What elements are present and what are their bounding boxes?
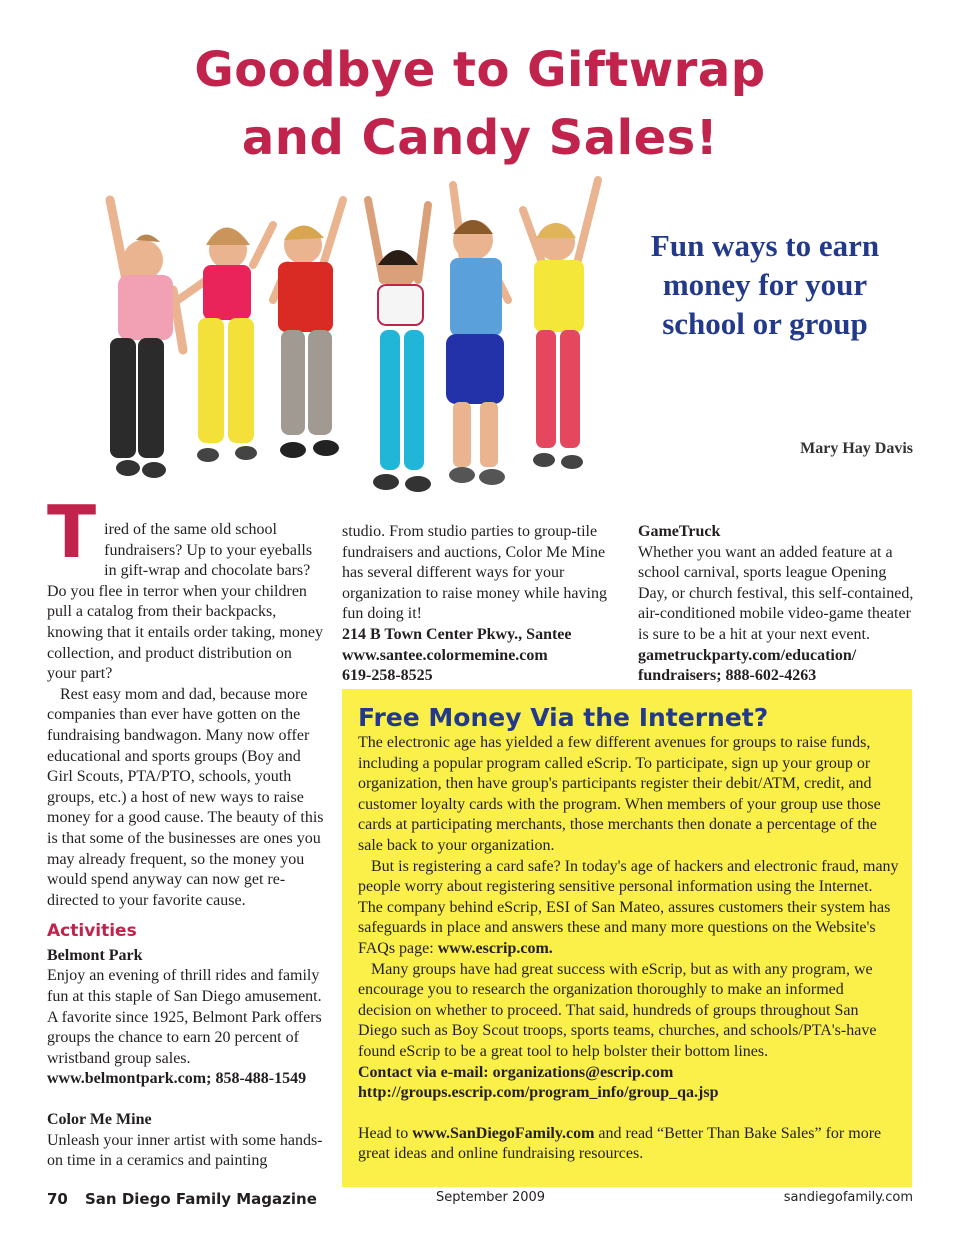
subheadline xyxy=(620,226,910,343)
column-1 xyxy=(47,490,325,1172)
intro-paragraph-1: ired of the same old school fundraisers? Up to your eyeballs in gift-wrap and chocolate bars? Do you flee in terror when your children pull a catalog from their backpacks, knowing that it entails order taking, money collection, and product distribution on your part? xyxy=(47,521,323,683)
belmont-contact[interactable]: www.belmontpark.com; 858-488-1549 xyxy=(47,1070,307,1088)
colormemine-text-part1: Unleash your inner artist with some hands-on time in a ceramics and painting xyxy=(47,1131,323,1170)
colormemine-url[interactable]: www.santee.colormemine.com xyxy=(342,646,548,664)
belmont-text: Enjoy an evening of thrill rides and family fun at this staple of San Diego amusement. A favorite since 1925, Belmont Park offers groups the chance to earn 20 percent of wristband group sales. xyxy=(47,967,322,1067)
byline: Mary Hay Davis xyxy=(800,440,913,457)
magazine-name: San Diego Family Magazine xyxy=(85,1190,317,1208)
issue-date: September 2009 xyxy=(436,1190,546,1205)
kid-figure xyxy=(273,200,343,458)
sandiegofamily-link[interactable]: www.SanDiegoFamily.com xyxy=(412,1124,595,1142)
sidebar-title: Free Money Via the Internet? xyxy=(358,703,769,732)
headline-line-1: Goodbye to Giftwrap xyxy=(194,42,766,98)
gametruck-contact[interactable]: gametruckparty.com/education/ fundraisers; 888-602-4263 xyxy=(638,646,857,685)
colormemine-name: Color Me Mine xyxy=(47,1111,152,1129)
subheadline-line-3: school or group xyxy=(662,306,868,341)
column-2 xyxy=(342,522,612,687)
colormemine-address: 214 B Town Center Pkwy., Santee xyxy=(342,625,572,643)
subheadline-line-1: Fun ways to earn xyxy=(650,228,880,263)
belmont-name: Belmont Park xyxy=(47,946,143,964)
colormemine-text-part2: studio. From studio parties to group-tile fundraisers and auctions, Color Me Mine has several different ways for your organization to raise money while having fun doing it! xyxy=(342,523,607,623)
sidebar-contact-email[interactable]: Contact via e-mail: organizations@escrip.com xyxy=(358,1063,674,1081)
sidebar-box xyxy=(342,689,912,1187)
sidebar-closing xyxy=(358,1124,900,1165)
subheadline-line-2: money for your xyxy=(662,267,868,302)
kid-figure xyxy=(178,225,273,462)
column-3 xyxy=(638,522,916,687)
intro-paragraph-2: Rest easy mom and dad, because more companies than ever have gotten on the fundraising bandwagon. Many now offer educational and sports groups (Boy and Girl Scouts, PTA/PTO, schools, youth groups, etc.) a host of new ways to raise money for a good cause. The beauty of this is that some of the businesses are ones you may already frequent, so the money you would spend anyway can now get re-directed to your favorite cause. xyxy=(47,685,324,909)
kid-figure xyxy=(368,200,431,492)
sidebar-closing-pre: Head to xyxy=(358,1124,409,1142)
headline-line-2: and Candy Sales! xyxy=(241,110,719,166)
sidebar-contact-url[interactable]: http://groups.escrip.com/program_info/group_qa.jsp xyxy=(358,1084,719,1102)
kid-figure xyxy=(446,185,508,485)
sidebar-paragraph-1: The electronic age has yielded a few different avenues for groups to raise funds, including a popular program called eScrip. To participate, sign up your group or organization, then have group's participants register their debit/ATM, credit, and customer loyalty cards with the program. When members of your group use those cards at participating merchants, those merchants then donate a percentage of the sale back to your organization. xyxy=(358,734,881,854)
page-number: 70 xyxy=(47,1190,68,1208)
jumping-kids-photo xyxy=(88,170,618,510)
sidebar-closing-post: and read “Better Than Bake Sales” for more great ideas and online fundraising resources. xyxy=(358,1124,882,1163)
activities-heading: Activities xyxy=(47,921,137,942)
sidebar-paragraph-2 xyxy=(358,857,900,960)
escrip-link[interactable]: www.escrip.com. xyxy=(437,939,553,957)
site-url[interactable]: sandiegofamily.com xyxy=(783,1190,913,1205)
gametruck-name: GameTruck xyxy=(638,523,721,540)
sidebar-paragraph-3: Many groups have had great success with eScrip, but as with any program, we encourage you to research the organization thoroughly to make an informed decision on whether to proceed. That said, hundreds of groups throughout San Diego such as Boy Scout troops, sports teams, churches, and schools/PTA's-have found eScrip to be a great tool to help bolster their bottom lines. xyxy=(358,960,877,1060)
kid-figure xyxy=(110,200,183,478)
gametruck-text: Whether you want an added feature at a school carnival, sports league Opening Day, or church festival, this self-contained, air-conditioned mobile video-game theater is sure to be a hit at your next event. xyxy=(638,543,914,643)
drop-cap: T xyxy=(47,490,97,574)
sidebar-body xyxy=(358,733,900,1165)
sidebar-paragraph-2-text: But is registering a card safe? In today's age of hackers and electronic fraud, many people worry about registering sensitive personal information using the Internet. The company behind eScrip, ESI of San Mateo, assures customers their system has safeguards in place and answers these and many more questions on the Website's FAQs page: xyxy=(358,857,899,957)
colormemine-phone[interactable]: 619-258-8525 xyxy=(342,667,433,685)
kid-figure xyxy=(523,180,598,469)
